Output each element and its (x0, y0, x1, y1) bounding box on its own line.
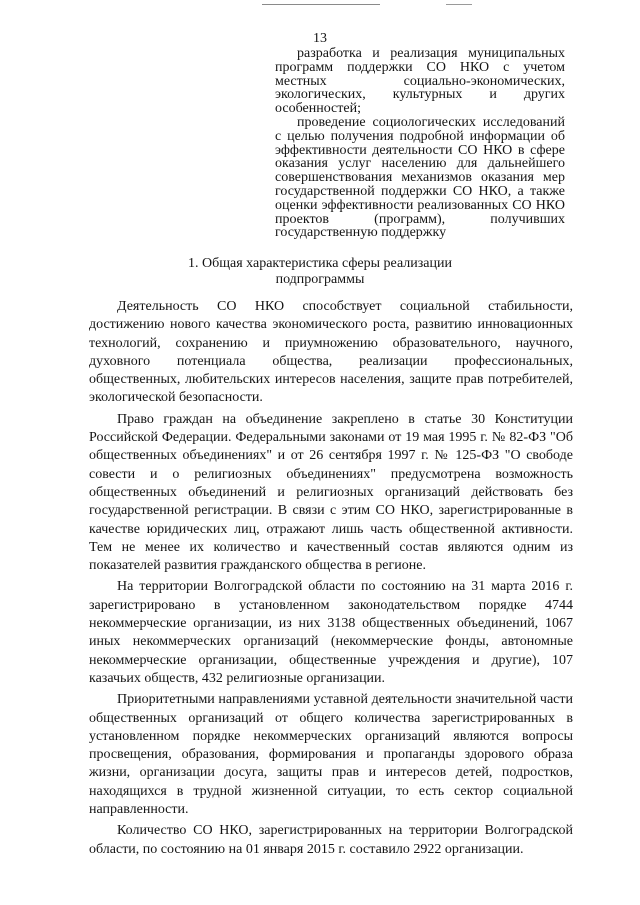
body-text (89, 298, 573, 859)
top-edge-line (446, 4, 472, 5)
section-heading (95, 256, 545, 288)
table-cell-item: проведение социологических исследований с целью получения подробной информации об эффективности деятельности СО НКО в сфере оказания услуг населению для дальнейшего совершенствования механизмов оказания мер государственной поддержки СО НКО, а также оценки эффективности реализованных СО НКО проектов (программ), получивших государственную поддержку (275, 114, 565, 241)
paragraph: Количество СО НКО, зарегистрированных на территории Волгоградской области, по состоянию на 01 января 2015 г. составило 2922 организации. (89, 823, 573, 857)
paragraph: Деятельность СО НКО способствует социальной стабильности, достижению нового качества экономического роста, развитию инновационных технологий, сохранению и приумножению образовательного, научного, духовного потенциала общества, реализации профессиональных, общественных, любительских интересов населения, защите прав потребителей, экологической безопасности. (89, 299, 573, 406)
paragraph: Право граждан на объединение закреплено в статье 30 Конституции Российской Федерации. Федеральными законами от 19 мая 1995 г. № 82-ФЗ "Об общественных объединениях" и от 26 сентября 1997 г. № 125-ФЗ "О свободе совести и о религиозных объединениях" предусмотрена возможность общественных объединений и религиозных организаций действовать без государственной регистрации. В связи с этим СО НКО, зарегистрированные в качестве юридических лиц, отражают лишь часть общественной активности. Тем не менее их количество и качественный состав являются одним из показателей развития гражданского общества в регионе. (89, 411, 573, 574)
paragraph: Приоритетными направлениями уставной деятельности значительной части общественных организаций от общего количества зарегистрированных в установленном порядке некоммерческих организаций являются вопросы просвещения, образования, формирования и пропаганды здорового образа жизни, организации досуга, защиты прав и интересов детей, подростков, находящихся в трудной жизненной ситуации, то есть сектор социальной направленности. (89, 692, 573, 818)
section-heading-line: 1. Общая характеристика сферы реализации (188, 256, 452, 271)
section-heading-line: подпрограммы (275, 272, 365, 287)
paragraph: На территории Волгоградской области по состоянию на 31 марта 2016 г. зарегистрировано в установленном законодательством порядке 4744 некоммерческие организации, из них 3138 общественных объединений, 1067 иных некоммерческих организаций (некоммерческие фонды, автономные некоммерческие организации, общественные учреждения и другие), 107 казачьих обществ, 432 религиозные организации. (89, 579, 573, 686)
table-cell-item: разработка и реализация муниципальных программ поддержки СО НКО с учетом местных социально-экономических, экологических, культурных и других особенностей; (275, 46, 565, 117)
table-cell-text (275, 47, 565, 240)
page-number: 13 (313, 31, 327, 46)
top-edge-line (262, 4, 380, 5)
